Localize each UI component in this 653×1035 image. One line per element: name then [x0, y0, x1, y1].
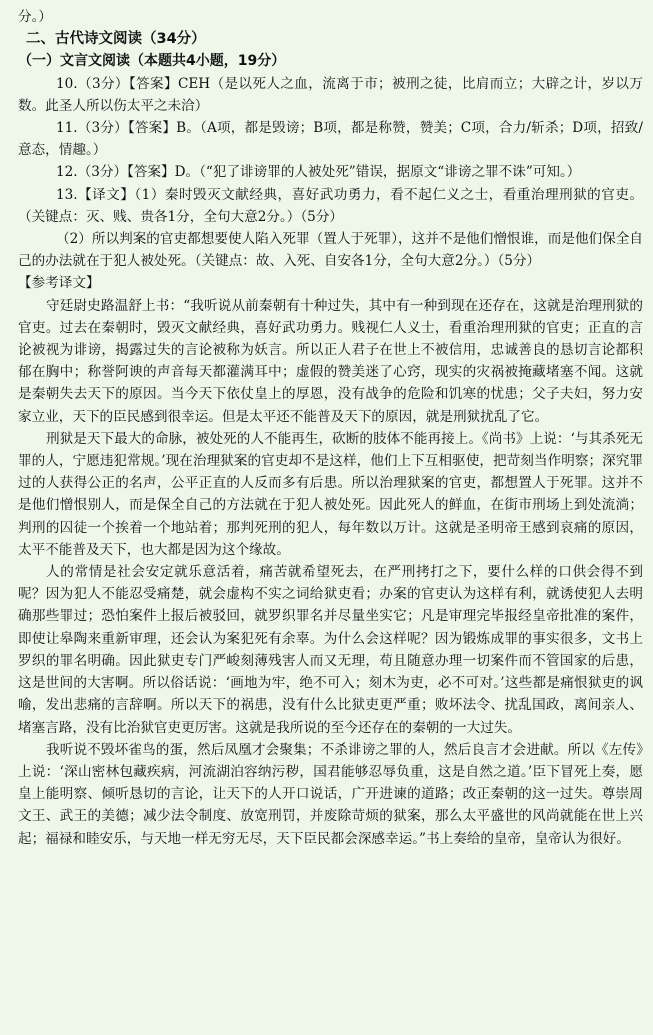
answer-q12: 12.（3分）【答案】D。（“犯了诽谤罪的人被处死”错误，据原文“诽谤之罪不诛”可知。）	[56, 164, 581, 181]
answer-q10: 10.（3分）【答案】CEH（是以死人之血，流离于市；被刑之徒，比肩而立；大辟之计，岁以万数。此圣人所以伤太平之未洽）	[18, 75, 643, 114]
translation-paragraph: 我听说不毁坏雀鸟的蛋，然后凤凰才会聚集；不杀诽谤之罪的人，然后良言才会进献。所以《左传》上说：‘深山密林包藏疾病，河流湖泊容纳污秽，国君能够忍辱负重，这是自然之道。’臣下冒死上奏，愿皇上能明察、倾听恳切的言论，让天下的人开口说话，广开进谏的道路；改正秦朝的这一过失。尊崇周文王、武王的美德；减少法令制度、放宽刑罚，并废除苛烦的狱案，那么太平盛世的风尚就能在世上兴起；福禄和睦安乐，与天地一样无穷无尽，天下臣民都会深感幸运。”书上奏给的皇帝，皇帝认为很好。	[18, 741, 643, 847]
answer-q13-part2: （2）所以判案的官吏都想要使人陷入死罪（置人于死罪），这并不是他们憎恨谁，而是他们保全自己的办法就在于犯人被处死。（关键点：故、入死、自安各1分，全句大意2分。）（5分）	[18, 231, 643, 270]
answer-q13-part1: 13.【译文】（1）秦时毁灭文献经典，喜好武功勇力，看不起仁义之士，看重治理刑狱的官吏。（关键点：灭、贱、贵各1分，全句大意2分。）（5分）	[18, 186, 643, 225]
top-fragment: 分。）	[18, 9, 52, 25]
subsection-title: （一）文言文阅读（本题共4小题，19分）	[18, 53, 286, 70]
section-title: 二、古代诗文阅读（34分）	[26, 31, 206, 48]
translation-paragraph: 刑狱是天下最大的命脉，被处死的人不能再生，砍断的肢体不能再接上。《尚书》上说：‘与其杀死无罪的人，宁愿违犯常规。’现在治理狱案的官吏却不是这样，他们上下互相驱使，把苛刻当作明察；深究罪过的人获得公正的名声，公平正直的人反而多有后患。所以治理狱案的官吏，都想置人于死罪。这并不是他们憎恨别人，而是保全自己的方法就在于犯人被处死。因此死人的鲜血，在街市刑场上到处流淌；判刑的囚徒一个挨着一个地站着；那判死刑的犯人，每年数以万计。这就是圣明帝王感到哀痛的原因，太平不能普及天下，也大都是因为这个缘故。	[18, 430, 643, 558]
translation-paragraph: 守廷尉史路温舒上书：“我听说从前秦朝有十种过失，其中有一种到现在还存在，这就是治理刑狱的官吏。过去在秦朝时，毁灭文献经典，喜好武功勇力。贱视仁人义士，看重治理刑狱的官吏；正直的言论被视为诽谤，揭露过失的言论被称为妖言。所以正人君子在世上不被信用，忠诚善良的恳切言论都积郁在胸中；称誉阿谀的声音每天都灌满耳中；虚假的赞美迷了心窍，现实的灾祸被掩藏堵塞不闻。这就是秦朝失去天下的原因。当今天下依仗皇上的厚恩，没有战争的危险和饥寒的忧患；父子夫妇，努力安家立业，天下的臣民感到很幸运。但是太平还不能普及天下的原因，就是刑狱扰乱了它。	[18, 297, 643, 425]
reference-translation-label: 【参考译文】	[18, 275, 100, 292]
answer-q11: 11.（3分）【答案】B。（A项，都是毁谤；B项，都是称赞，赞美；C项，合力/斩杀；D项，招致/意态，情趣。）	[18, 120, 643, 159]
translation-paragraph: 人的常情是社会安定就乐意活着，痛苦就希望死去，在严刑拷打之下，要什么样的口供会得不到呢？因为犯人不能忍受痛楚，就会虚构不实之词给狱吏看；办案的官吏认为这样有利，就诱使犯人去明确那些罪过；恐怕案件上报后被驳回，就罗织罪名并尽量坐实它；凡是审理完毕报经皇帝批准的案件，即使让皋陶来重新审理，还会认为案犯死有余辜。为什么会这样呢？因为锻炼成罪的事实很多，文书上罗织的罪名明确。因此狱吏专门严峻刻薄残害人而又无理，苟且随意办理一切案件而不管国家的后患，这是世间的大害啊。所以俗话说：‘画地为牢，绝不可入；刻木为吏，必不可对。’这些都是痛恨狱吏的讽喻，发出悲痛的言辞啊。所以天下的祸患，没有什么比狱吏更严重；败坏法令、扰乱国政，离间亲人、堵塞言路，没有比治狱官吏更厉害。这就是我所说的至今还存在的秦朝的一大过失。	[18, 564, 643, 736]
